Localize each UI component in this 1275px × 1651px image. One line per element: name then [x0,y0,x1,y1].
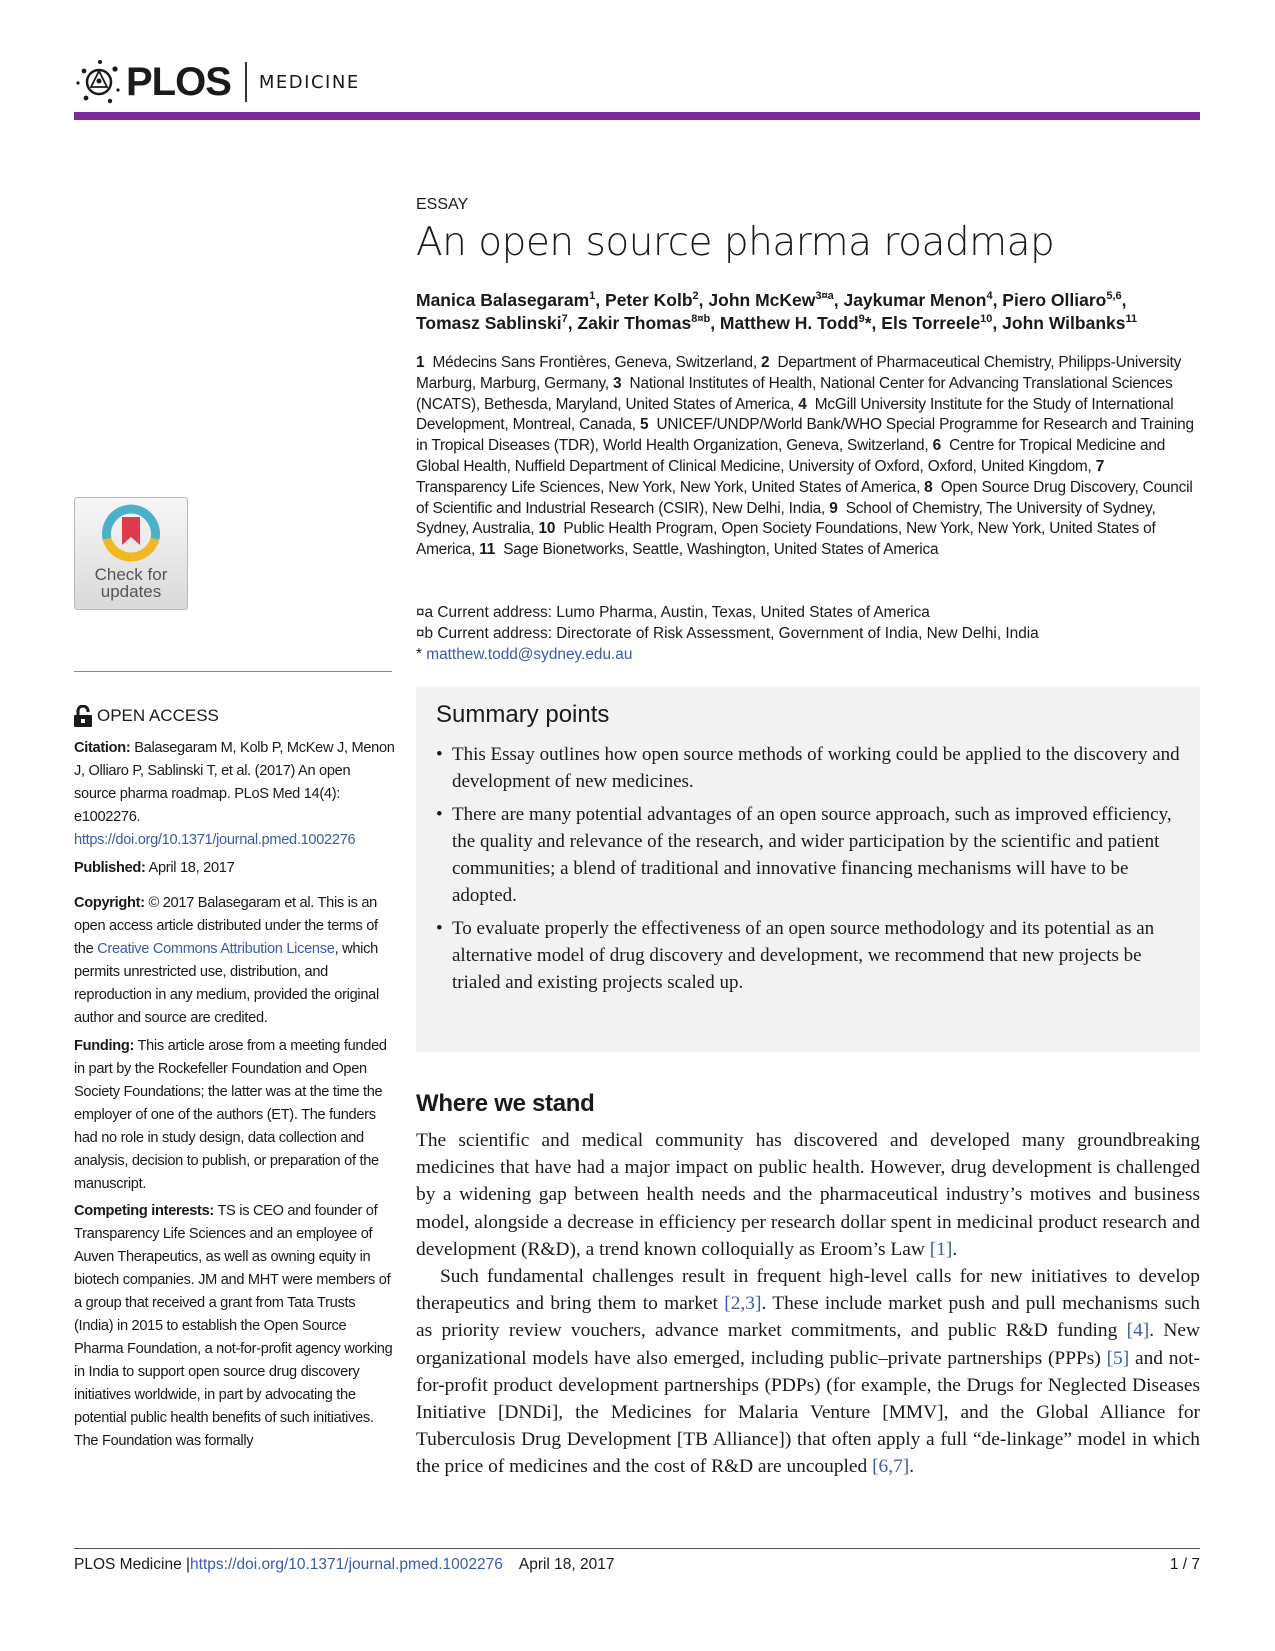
author [708,290,843,310]
paragraph-text: . [952,1238,958,1260]
paragraph-text: . New organizational models have also emerged, including public–private partnerships (PPPs) [416,1320,1200,1369]
affiliation-number: 7 [1095,457,1109,475]
affiliation-text: Transparency Life Sciences, New York, New York, United States of America, [416,478,925,496]
open-lock-icon [74,705,92,727]
affiliation-text: School of Chemistry, The University of Sydney, Sydney, Australia, [416,499,1156,538]
copyright-text: © 2017 Balasegaram et al. This is an open access article distributed under the terms of the [74,895,378,957]
author-affiliation-marker: 9 [858,313,865,326]
affiliation-text: Centre for Tropical Medicine and Global Health, Nuffield Department of Clinical Medicine, University of Oxford, Oxford, United Kingdom, [416,437,1166,475]
author-affiliation-marker: 8¤b [691,313,711,326]
affiliation-text: Sage Bionetworks, Seattle, Washington, United States of America [503,541,939,559]
header-accent-bar [74,112,1200,120]
reference-link[interactable]: [4] [1126,1320,1150,1342]
copyright-label: Copyright: [74,895,145,911]
affiliation-number: 6 [932,437,950,455]
current-address-b: ¤b Current address: Directorate of Risk Assessment, Government of India, New Delhi, India [416,624,1039,642]
summary-title: Summary points [436,701,610,728]
affiliation-text: National Institutes of Health, National Center for Advancing Translational Sciences (NCATS), Bethesda, Maryland, United States of America, [416,374,1173,413]
plos-logo-icon [74,57,124,107]
citation-doi-link[interactable]: https://doi.org/10.1371/journal.pmed.1002276 [74,832,356,848]
author-name: John McKew [708,290,816,310]
author-name: Els Torreele [881,313,981,333]
funding-label: Funding: [74,1038,135,1054]
published-label: Published: [74,860,146,876]
affiliation-number: 10 [538,520,564,538]
article-type: ESSAY [416,196,469,213]
author-separator: , [710,313,720,333]
crossmark-label-line2: updates [100,582,162,601]
author [843,290,1002,310]
author-separator: , [595,290,606,310]
author-separator: , [1121,290,1127,310]
paragraph-text: . [909,1456,915,1478]
check-for-updates-button[interactable] [74,497,188,610]
body-paragraph [416,1263,1200,1481]
affiliation-text: Open Source Drug Discovery, Council of Scientific and Industrial Research (CSIR), New Delhi, India, [416,478,1193,517]
reference-link[interactable]: [6,7] [872,1456,910,1478]
crossmark-label-line1: Check for [94,565,168,584]
open-access-label: OPEN ACCESS [97,706,219,725]
open-access-badge [74,705,219,727]
journal-name: MEDICINE [258,71,360,93]
affiliation-number: 2 [761,354,778,371]
author-affiliation-marker: 7 [561,313,568,326]
author-affiliation-marker: 11 [1125,313,1138,326]
author [577,313,720,333]
affiliation-text: McGill University Institute for the Study of International Development, Montreal, Canada, [416,395,1174,434]
author-separator: , [698,290,709,310]
section-body [416,1127,1200,1481]
page-footer [74,1556,1200,1574]
author-affiliation-marker: 5,6 [1106,290,1122,303]
publisher-name: PLOS [126,59,231,104]
summary-point: • This Essay outlines how open source methods of working could be applied to the discovery and development of new medicines. [436,741,1180,795]
author-name: John Wilbanks [1002,313,1126,333]
footer-journal: PLOS Medicine | [74,1556,191,1573]
affiliation-number: 9 [829,499,846,517]
sidebar-divider [74,671,392,672]
crossmark-label [75,566,187,600]
affiliation-number: 11 [479,541,504,559]
current-addresses [416,603,1200,665]
affiliation-text: UNICEF/UNDP/World Bank/WHO Special Programme for Research and Training in Tropical Diseases (TDR), World Health Organization, Geneva, Switzerland, [416,416,1194,455]
author [1002,290,1126,310]
summary-point: • There are many potential advantages of an open source approach, such as improved efficiency, the quality and relevance of the research, and wider participation by the scientific and patient communities; a blend of traditional and innovative financing mechanisms will have to be adopted. [436,801,1180,909]
reference-link[interactable]: [2,3] [724,1293,762,1315]
author-affiliation-marker: 10 [980,313,993,326]
summary-list [436,741,1180,996]
citation-label: Citation: [74,740,131,756]
published-block [74,857,396,880]
summary-points-box [416,687,1200,1052]
affiliation-text: Médecins Sans Frontières, Geneva, Switzerland, [432,354,762,371]
competing-interests-text: TS is CEO and founder of Transparency Life Sciences and an employee of Auven Therapeutics, as well as owning equity in biotech companies. JM and MHT were members of a group that received a grant from Tata Trusts (India) in 2015 to establish the Open Source Pharma Foundation, a not-for-profit agency working in India to support open source drug discovery initiatives worldwide, in part by advocating the potential public health benefits of such initiatives. The Foundation was formally [74,1203,393,1449]
paragraph-text: Such fundamental challenges result in frequent high-level calls for new initiatives to develop therapeutics and bring them to market [416,1266,1200,1315]
body-paragraph [416,1127,1200,1263]
affiliation [416,354,761,371]
author-separator: , [992,313,1003,333]
copyright-block [74,892,396,1030]
crossmark-icon [100,503,162,565]
author-name: Zakir Thomas [577,313,692,333]
author-name: Piero Olliaro [1002,290,1107,310]
affiliation-number: 8 [924,478,941,496]
copyright-text-end: , which permits unrestricted use, distribution, and reproduction in any medium, provided the original author and source are credited. [74,941,379,1026]
author-affiliation-marker: 2 [692,290,699,303]
author-list [416,289,1200,335]
footer-date: April 18, 2017 [518,1556,615,1573]
author-separator: *, [864,313,882,333]
funding-block [74,1035,396,1196]
summary-point: • To evaluate properly the effectiveness of an open source methodology and its potential as an alternative model of drug discovery and development, we recommend that new projects be trialed and existing projects scaled up. [436,915,1180,996]
affiliations [416,353,1200,561]
author-name: Jaykumar Menon [843,290,987,310]
author-name: Tomasz Sablinski [416,313,562,333]
author [720,313,881,333]
author-affiliation-marker: 4 [986,290,993,303]
author-separator: , [567,313,578,333]
corresponding-email-link[interactable]: matthew.todd@sydney.edu.au [426,645,633,663]
author-separator: , [833,290,844,310]
citation-text: Balasegaram M, Kolb P, McKew J, Menon J, Olliaro P, Sablinski T, et al. (2017) An open source pharma roadmap. PLoS Med 14(4): e1002276. [74,740,395,825]
reference-link[interactable]: [1] [929,1238,953,1260]
journal-header [74,52,360,112]
author [1002,313,1137,333]
citation-block [74,737,396,852]
affiliation-number: 3 [613,374,630,392]
author [881,313,1002,333]
published-date: April 18, 2017 [145,860,235,876]
author-affiliation-marker: 1 [589,290,596,303]
author-name: Matthew H. Todd [719,313,859,333]
funding-text: This article arose from a meeting funded in part by the Rockefeller Foundation and Open Society Foundations; the latter was at the time the employer of one of the authors (ET). The funders had no role in study design, data collection and analysis, decision to publish, or preparation of the manuscript. [74,1038,387,1192]
paragraph-text: and not-for-profit product development partnerships (PDPs) (for example, the Drugs for Neglected Diseases Initiative [DNDi], the Medicines for Malaria Venture [MMV], and the Global Alliance for Tuberculosis Drug Development [TB Alliance]) that often apply a full “de-linkage” model in which the price of medicines and the cost of R&D are uncoupled [416,1347,1200,1478]
page-number: 1 / 7 [1169,1556,1200,1573]
current-address-a: ¤a Current address: Lumo Pharma, Austin, Texas, United States of America [416,604,930,621]
author-name: Peter Kolb [605,290,693,310]
reference-link[interactable]: [5] [1106,1347,1130,1369]
paragraph-text: The scientific and medical community has discovered and developed many groundbreaking medicines that have had a major impact on public health. However, drug development is challenged by a widening gap between health needs and the pharmaceutical industry’s motives and business model, alongside a decrease in efficiency per research dollar spent in medicinal product research and development (R&D), a trend known colloquially as Eroom’s Law [416,1130,1200,1260]
logo-divider [245,62,247,102]
affiliation [479,541,938,558]
competing-interests-label: Competing interests: [74,1203,214,1219]
footer-doi-link[interactable]: https://doi.org/10.1371/journal.pmed.1002276 [190,1556,503,1573]
affiliation-number: 5 [639,416,657,434]
author-name: Manica Balasegaram [416,290,590,310]
author-separator: , [992,290,1003,310]
author [605,290,708,310]
paragraph-text: . These include market push and pull mechanisms such as priority review vouchers, advance market commitments, and public R&D funding [416,1293,1200,1342]
license-link[interactable]: Creative Commons Attribution License [97,941,335,957]
author [416,313,577,333]
competing-interests-block [74,1200,396,1453]
author-affiliation-marker: 3¤a [815,290,834,303]
affiliation-text: Department of Pharmaceutical Chemistry, Philipps-University Marburg, Marburg, Germany, [416,354,1182,392]
footer-divider [74,1548,1200,1549]
affiliation-text: Public Health Program, Open Society Foundations, New York, New York, United States of America, [416,520,1156,559]
article-title: An open source pharma roadmap [416,220,1055,265]
affiliation-number: 4 [798,395,815,413]
affiliation-number: 1 [416,354,433,371]
corresponding-marker: * [416,645,427,663]
author [416,290,605,310]
section-heading: Where we stand [416,1090,595,1117]
corresponding-author [416,645,1200,666]
